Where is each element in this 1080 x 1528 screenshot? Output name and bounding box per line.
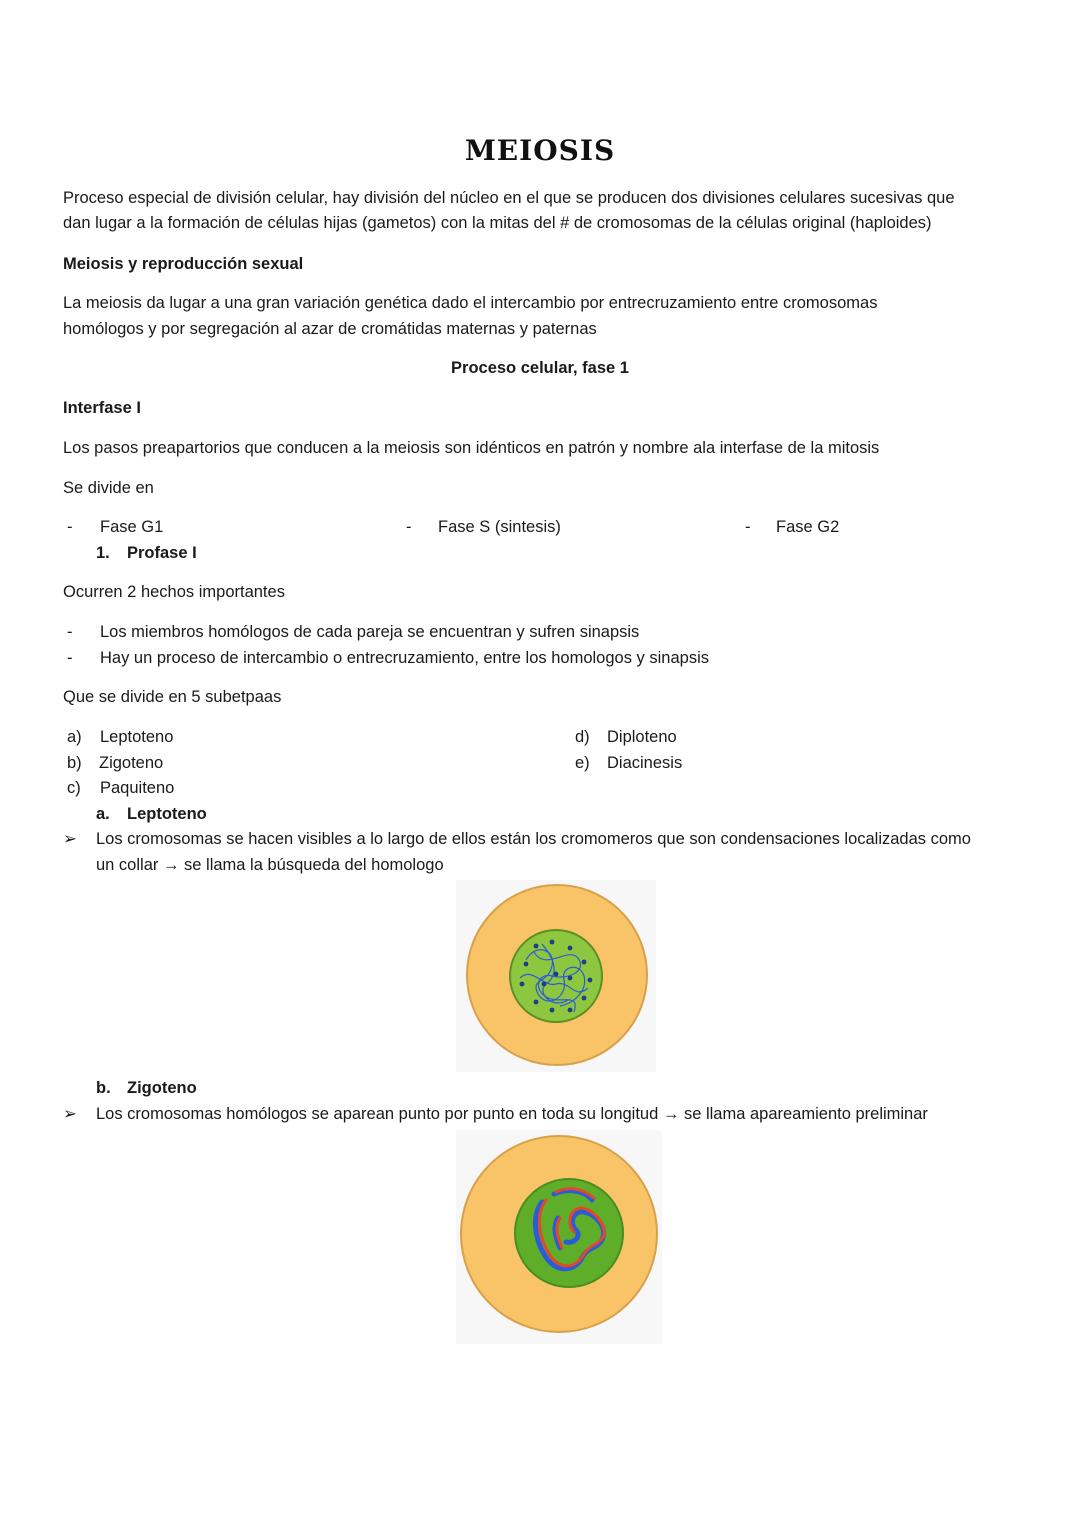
intro-line-1: Proceso especial de división celular, hay división del núcleo en el que se producen dos divisiones celulares sucesivas que [63, 189, 955, 207]
phase-g1: Fase G1 [100, 518, 164, 536]
arrow-bullet-icon: ➢ [63, 1105, 77, 1123]
page-title: MEIOSIS [464, 134, 616, 167]
profase-heading: Profase I [127, 544, 197, 562]
subphase-leptoteno: Leptoteno [100, 728, 174, 746]
interfase-text: Los pasos preapartorios que conducen a la meiosis son idénticos en patrón y nombre ala interfase de la mitosis [63, 439, 880, 457]
sexual-line-1: La meiosis da lugar a una gran variación genética dado el intercambio por entrecruzamiento entre cromosomas [63, 294, 878, 312]
subphase-paquiteno: Paquiteno [100, 779, 175, 797]
interfase-heading: Interfase I [63, 399, 141, 417]
dash-s: - [406, 518, 412, 536]
phase-g2: Fase G2 [776, 518, 840, 536]
arrow-bullet-icon: ➢ [63, 830, 77, 848]
section-heading-sexual: Meiosis y reproducción sexual [63, 255, 304, 273]
zigoteno-letter: b. [96, 1079, 111, 1097]
divide-label: Se divide en [63, 479, 154, 497]
leptoteno-line-2: un collar → se llama la búsqueda del homologo [96, 856, 444, 874]
profase-number: 1. [96, 544, 110, 562]
subphase-letter-a: a) [67, 728, 82, 746]
fact-1: Los miembros homólogos de cada pareja se encuentran y sufren sinapsis [100, 623, 640, 641]
zigoteno-cell-illustration [456, 1130, 662, 1344]
subphase-diacinesis: Diacinesis [607, 754, 683, 772]
dash-g1: - [67, 518, 73, 536]
phase-s: Fase S (sintesis) [438, 518, 561, 536]
profase-intro: Ocurren 2 hechos importantes [63, 583, 285, 601]
subphase-letter-c: c) [67, 779, 81, 797]
sexual-line-2: homólogos y por segregación al azar de cromátidas maternas y paternas [63, 320, 597, 338]
leptoteno-cell-illustration [456, 880, 656, 1072]
fact-dash-2: - [67, 649, 73, 667]
subphases-intro: Que se divide en 5 subetpaas [63, 688, 282, 706]
fact-dash-1: - [67, 623, 73, 641]
leptoteno-line-1: Los cromosomas se hacen visibles a lo largo de ellos están los cromomeros que son condensaciones localizadas como [96, 830, 971, 848]
process-heading: Proceso celular, fase 1 [451, 359, 629, 377]
dash-g2: - [745, 518, 751, 536]
subphase-zigoteno: Zigoteno [99, 754, 164, 772]
subphase-letter-d: d) [575, 728, 590, 746]
subphase-letter-b: b) [67, 754, 82, 772]
zigoteno-heading: Zigoteno [127, 1079, 197, 1097]
subphase-diploteno: Diploteno [607, 728, 677, 746]
fact-2: Hay un proceso de intercambio o entrecruzamiento, entre los homologos y sinapsis [100, 649, 709, 667]
leptoteno-heading: Leptoteno [127, 805, 207, 823]
intro-line-2: dan lugar a la formación de células hijas (gametos) con la mitas del # de cromosomas de la células original (haploides) [63, 214, 932, 232]
leptoteno-letter: a. [96, 805, 110, 823]
subphase-letter-e: e) [575, 754, 590, 772]
zigoteno-line-1: Los cromosomas homólogos se aparean punto por punto en toda su longitud → se llama apareamiento preliminar [96, 1105, 928, 1123]
